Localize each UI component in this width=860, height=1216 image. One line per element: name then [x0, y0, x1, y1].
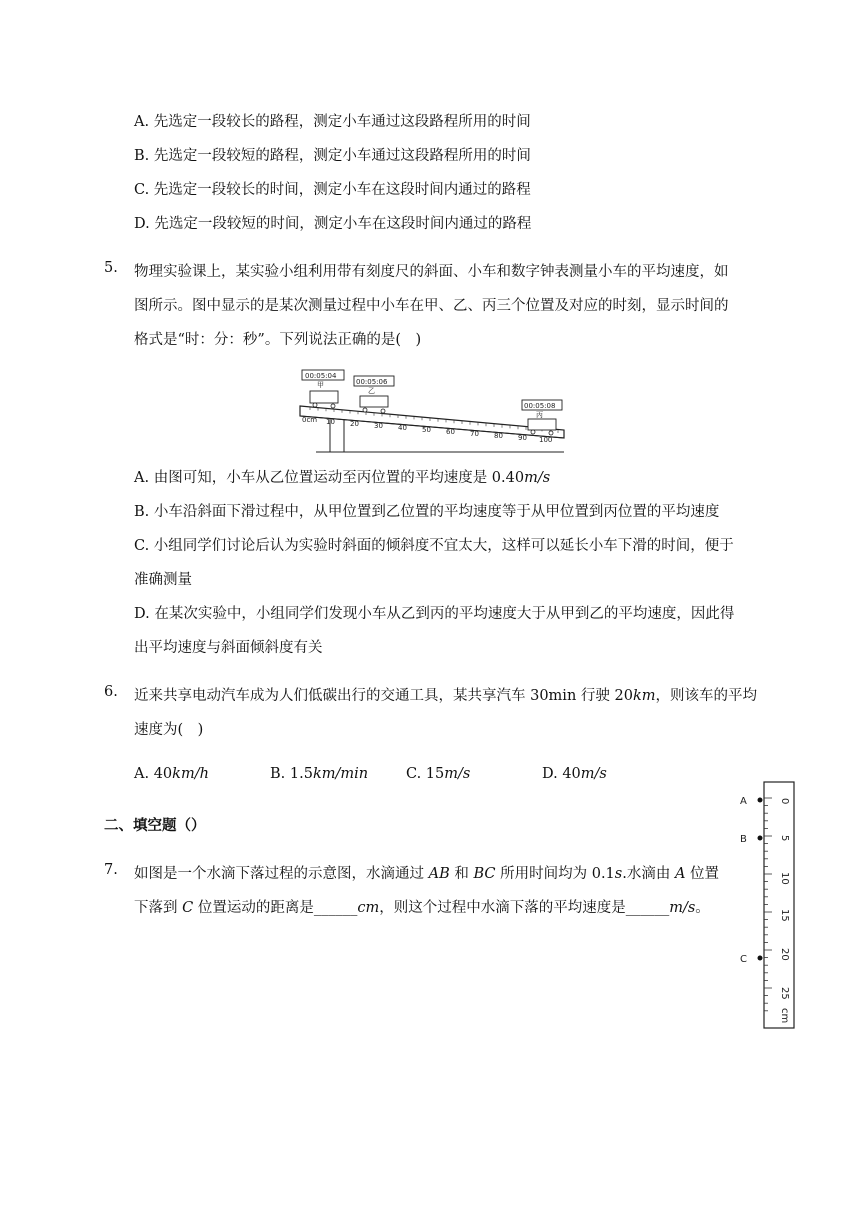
point-c-label: C	[740, 954, 747, 965]
point-a-dot	[758, 798, 763, 803]
svg-text:甲: 甲	[317, 381, 324, 389]
q4-option-b: B. 先选定一段较短的路程，测定小车通过这段路程所用的时间	[134, 148, 531, 164]
section-heading: 二、填空题（）	[104, 817, 206, 834]
water-drop-figure	[736, 776, 800, 1032]
ruler-num: 20	[779, 948, 790, 961]
q7-line-2: 下落到 C 位置运动的距离是______cm，则这个过程中水滴下落的平均速度是______m/s。	[134, 900, 710, 916]
point-b-label: B	[740, 834, 747, 845]
point-b-dot	[758, 836, 763, 841]
point-c-dot	[758, 956, 763, 961]
cart-yi	[354, 376, 394, 413]
ruler-label: 100	[539, 436, 553, 444]
q5-option-a: A. 由图可知，小车从乙位置运动至丙位置的平均速度是 0.40m/s	[134, 470, 551, 486]
cart-bing	[522, 400, 562, 435]
ruler-label: 20	[350, 420, 359, 428]
q4-option-a: A. 先选定一段较长的路程，测定小车通过这段路程所用的时间	[134, 114, 531, 130]
point-a-label: A	[740, 796, 747, 807]
incline-figure	[296, 366, 568, 458]
q6-option-c: C. 15m/s	[406, 766, 471, 782]
q5-option-d-cont: 出平均速度与斜面倾斜度有关	[134, 640, 323, 656]
svg-text:00:05:08: 00:05:08	[524, 402, 556, 410]
ruler-label: 30	[374, 422, 383, 430]
q6-line-1: 近来共享电动汽车成为人们低碳出行的交通工具，某共享汽车 30min 行驶 20km，则该车的平均	[134, 688, 757, 704]
ruler-label: 50	[422, 426, 431, 434]
svg-text:丙: 丙	[536, 411, 543, 419]
ruler-num: 5	[779, 835, 790, 842]
ruler-unit: cm	[779, 1008, 790, 1024]
q5-option-c: C. 小组同学们讨论后认为实验时斜面的倾斜度不宜太大，这样可以延长小车下滑的时间，便于	[134, 538, 734, 554]
ruler-label: 40	[398, 424, 407, 432]
q6-line-2: 速度为( )	[134, 722, 204, 738]
q7-number: 7.	[104, 862, 118, 878]
q4-option-d: D. 先选定一段较短的时间，测定小车在这段时间内通过的路程	[134, 216, 532, 232]
svg-text:00:05:04: 00:05:04	[305, 372, 337, 380]
ruler-num: 10	[779, 872, 790, 885]
ruler-num: 25	[779, 987, 790, 1000]
q6-option-b: B. 1.5km/min	[270, 766, 369, 782]
ruler-label: 10	[326, 418, 335, 426]
q5-line-1: 物理实验课上，某实验小组利用带有刻度尺的斜面、小车和数字钟表测量小车的平均速度，如	[134, 264, 729, 280]
svg-text:00:05:06: 00:05:06	[356, 378, 388, 386]
ruler-label: 80	[494, 432, 503, 440]
svg-text:乙: 乙	[368, 387, 375, 395]
ruler-label: 70	[470, 430, 479, 438]
ruler-num: 15	[779, 909, 790, 922]
q5-line-3: 格式是“时：分：秒”。下列说法正确的是( )	[134, 332, 422, 348]
ruler-num: 0	[779, 798, 790, 805]
cart-jia	[302, 370, 344, 408]
q5-option-b: B. 小车沿斜面下滑过程中，从甲位置到乙位置的平均速度等于从甲位置到丙位置的平均速度	[134, 504, 720, 520]
q5-option-c-cont: 准确测量	[134, 572, 192, 588]
q5-line-2: 图所示。图中显示的是某次测量过程中小车在甲、乙、丙三个位置及对应的时刻，显示时间的	[134, 298, 729, 314]
q7-line-1: 如图是一个水滴下落过程的示意图，水滴通过 AB 和 BC 所用时间均为 0.1s.水滴由 A 位置	[134, 866, 720, 882]
q6-number: 6.	[104, 684, 118, 700]
q6-option-d: D. 40m/s	[542, 766, 607, 782]
q4-option-c: C. 先选定一段较长的时间，测定小车在这段时间内通过的路程	[134, 182, 531, 198]
ruler-label: 0cm	[302, 416, 318, 424]
ruler-label: 90	[518, 434, 527, 442]
q5-option-d: D. 在某次实验中，小组同学们发现小车从乙到丙的平均速度大于从甲到乙的平均速度，因此得	[134, 606, 735, 622]
q6-option-a: A. 40km/h	[134, 766, 209, 782]
ruler-label: 60	[446, 428, 455, 436]
q5-number: 5.	[104, 260, 118, 276]
